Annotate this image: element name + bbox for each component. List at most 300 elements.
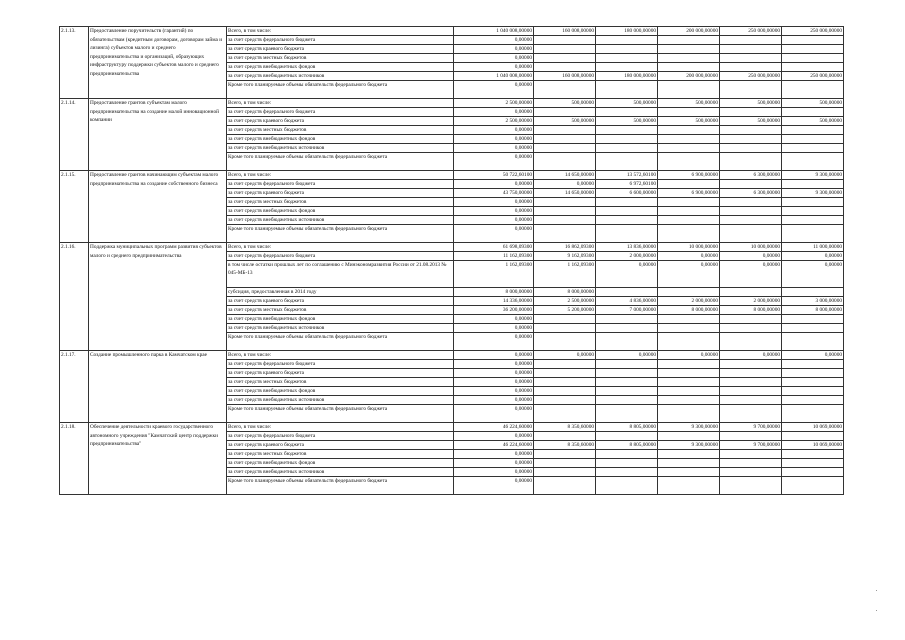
amount-year [534, 333, 596, 351]
funding-source: за счет средств внебюджетных фондов [227, 459, 454, 468]
amount-year [596, 198, 658, 207]
amount-year [782, 333, 844, 351]
amount-year: 6 972,60100 [596, 180, 658, 189]
amount-year [596, 432, 658, 441]
amount-year [534, 144, 596, 153]
funding-source: за счет средств краевого бюджета [227, 441, 454, 450]
amount-total: 1 040 008,00000 [454, 27, 534, 36]
amount-year: 8 000,00000 [534, 288, 596, 297]
table-row [60, 351, 844, 360]
amount-year: 11 000,00000 [782, 243, 844, 252]
amount-year [534, 126, 596, 135]
funding-source: за счет средств местных бюджетов [227, 306, 454, 315]
amount-total: 0,00000 [454, 54, 534, 63]
amount-year [534, 369, 596, 378]
funding-source: за счет средств федерального бюджета [227, 180, 454, 189]
amount-year [596, 126, 658, 135]
amount-year [782, 369, 844, 378]
amount-year: 8 350,60000 [534, 441, 596, 450]
amount-year [596, 144, 658, 153]
amount-year: 160 008,00000 [534, 27, 596, 36]
amount-year [658, 216, 720, 225]
amount-year [658, 63, 720, 72]
amount-year [534, 396, 596, 405]
amount-total: 1 040 008,00000 [454, 72, 534, 81]
amount-year [596, 288, 658, 297]
funding-source: за счет средств внебюджетных фондов [227, 207, 454, 216]
amount-year: 500,00000 [534, 99, 596, 108]
amount-year: 9 300,00000 [782, 171, 844, 180]
amount-year [720, 378, 782, 387]
amount-year [720, 288, 782, 297]
amount-year: 500,00000 [782, 99, 844, 108]
amount-year: 0,00000 [534, 180, 596, 189]
amount-year [658, 45, 720, 54]
amount-year: 4 836,00000 [596, 297, 658, 306]
section-code: 2.1.15. [60, 171, 89, 243]
amount-total: 0,00000 [454, 135, 534, 144]
amount-year: 13 836,00000 [596, 243, 658, 252]
funding-source: Всего, в том числе: [227, 99, 454, 108]
amount-year: 1 162,09300 [534, 261, 596, 288]
amount-year: 200 000,00000 [658, 72, 720, 81]
amount-year [596, 81, 658, 99]
amount-year [782, 477, 844, 495]
amount-total: 46 224,60000 [454, 423, 534, 432]
section-code: 2.1.13. [60, 27, 89, 99]
amount-year [658, 360, 720, 369]
amount-year [596, 468, 658, 477]
amount-total: 0,00000 [454, 108, 534, 117]
amount-year: 9 700,00000 [720, 441, 782, 450]
amount-year: 0,00000 [720, 252, 782, 261]
amount-year [658, 450, 720, 459]
amount-year [782, 225, 844, 243]
amount-year [596, 378, 658, 387]
amount-year [782, 378, 844, 387]
amount-year [596, 36, 658, 45]
amount-year [658, 153, 720, 171]
amount-year: 500,00000 [596, 99, 658, 108]
amount-year [658, 432, 720, 441]
amount-year: 250 000,00000 [720, 72, 782, 81]
funding-source: за счет средств федерального бюджета [227, 360, 454, 369]
amount-year: 7 000,00000 [596, 306, 658, 315]
amount-year [534, 315, 596, 324]
amount-year: 9 300,00000 [658, 423, 720, 432]
amount-year [658, 207, 720, 216]
amount-year [720, 324, 782, 333]
amount-total: 0,00000 [454, 432, 534, 441]
amount-total: 0,00000 [454, 450, 534, 459]
amount-total: 0,00000 [454, 396, 534, 405]
amount-year [720, 333, 782, 351]
amount-year [782, 315, 844, 324]
amount-year: 13 572,60100 [596, 171, 658, 180]
table-row [60, 99, 844, 108]
amount-year [596, 360, 658, 369]
amount-year [782, 63, 844, 72]
amount-year [720, 144, 782, 153]
amount-year [720, 360, 782, 369]
amount-total: 0,00000 [454, 360, 534, 369]
amount-year: 2 500,00000 [534, 297, 596, 306]
funding-source: за счет средств внебюджетных источников [227, 144, 454, 153]
amount-year [720, 207, 782, 216]
amount-year: 500,00000 [658, 99, 720, 108]
amount-year [534, 459, 596, 468]
amount-year [720, 369, 782, 378]
amount-year [596, 153, 658, 171]
amount-year [782, 198, 844, 207]
amount-year: 250 000,00000 [782, 27, 844, 36]
amount-year [596, 63, 658, 72]
amount-year [658, 477, 720, 495]
amount-year [534, 207, 596, 216]
amount-year [782, 108, 844, 117]
amount-total: 0,00000 [454, 315, 534, 324]
section-code: 2.1.17. [60, 351, 89, 423]
amount-total: 1 162,09300 [454, 261, 534, 288]
amount-year: 10 069,00000 [782, 441, 844, 450]
amount-year [534, 477, 596, 495]
funding-source: за счет средств внебюджетных фондов [227, 315, 454, 324]
amount-year: 6 900,00000 [658, 171, 720, 180]
funding-source: Кроме того планируемые объемы обязательств федерального бюджета [227, 225, 454, 243]
funding-source: за счет средств внебюджетных источников [227, 216, 454, 225]
amount-total: 0,00000 [454, 459, 534, 468]
funding-source: в том числе остатки прошлых лет по соглашению с Минэкономразвития России от 21.08.2013 № 045-МБ-13 [227, 261, 454, 288]
amount-year: 6 600,00000 [596, 189, 658, 198]
amount-year [596, 369, 658, 378]
amount-year: 500,00000 [720, 117, 782, 126]
amount-year [720, 108, 782, 117]
funding-source: за счет средств внебюджетных источников [227, 396, 454, 405]
section-name: Предоставление грантов субъектам малого предпринимательства на создание малой инновационной компании [89, 99, 227, 171]
amount-year [720, 396, 782, 405]
amount-year [658, 108, 720, 117]
amount-total: 0,00000 [454, 333, 534, 351]
amount-year [720, 153, 782, 171]
amount-year: 10 000,00000 [720, 243, 782, 252]
amount-year [658, 396, 720, 405]
amount-year [720, 54, 782, 63]
amount-year [720, 45, 782, 54]
amount-total: 0,00000 [454, 36, 534, 45]
section-name: Поддержка муниципальных программ развития субъектов малого и среднего предпринимательства [89, 243, 227, 351]
amount-total: 0,00000 [454, 144, 534, 153]
funding-source: за счет средств внебюджетных фондов [227, 387, 454, 396]
funding-source: за счет средств краевого бюджета [227, 297, 454, 306]
funding-source: за счет средств внебюджетных источников [227, 324, 454, 333]
amount-year [534, 450, 596, 459]
amount-year: 0,00000 [658, 261, 720, 288]
amount-total: 0,00000 [454, 387, 534, 396]
amount-total: 0,00000 [454, 216, 534, 225]
amount-year: 0,00000 [596, 351, 658, 360]
funding-source: Кроме того планируемые объемы обязательств федерального бюджета [227, 477, 454, 495]
amount-year [720, 315, 782, 324]
funding-source: за счет средств внебюджетных фондов [227, 63, 454, 72]
amount-year [534, 54, 596, 63]
amount-year: 9 162,09300 [534, 252, 596, 261]
amount-year: 10 000,00000 [658, 243, 720, 252]
funding-source: за счет средств местных бюджетов [227, 126, 454, 135]
amount-year: 14 650,00000 [534, 171, 596, 180]
amount-total: 8 000,00000 [454, 288, 534, 297]
amount-year [782, 468, 844, 477]
amount-total: 43 750,00000 [454, 189, 534, 198]
amount-year: 14 650,00000 [534, 189, 596, 198]
amount-year [658, 288, 720, 297]
funding-source: Всего, в том числе: [227, 27, 454, 36]
amount-year [534, 81, 596, 99]
amount-year [658, 405, 720, 423]
amount-year [596, 333, 658, 351]
amount-year [658, 54, 720, 63]
amount-year [534, 378, 596, 387]
funding-source: Кроме того планируемые объемы обязательств федерального бюджета [227, 153, 454, 171]
funding-source: за счет средств краевого бюджета [227, 369, 454, 378]
amount-year: 9 700,00000 [720, 423, 782, 432]
amount-year [782, 324, 844, 333]
amount-year [782, 81, 844, 99]
amount-year [782, 288, 844, 297]
amount-year [596, 135, 658, 144]
amount-total: 0,00000 [454, 351, 534, 360]
amount-year [534, 387, 596, 396]
table-row [60, 243, 844, 252]
amount-year [596, 450, 658, 459]
amount-year [720, 225, 782, 243]
amount-total: 0,00000 [454, 369, 534, 378]
amount-year [658, 324, 720, 333]
amount-total: 11 162,09300 [454, 252, 534, 261]
amount-total: 2 500,00000 [454, 99, 534, 108]
amount-year: 6 300,00000 [720, 189, 782, 198]
amount-year: 6 300,00000 [720, 171, 782, 180]
amount-year: 2 000,00000 [658, 297, 720, 306]
funding-source: за счет средств местных бюджетов [227, 450, 454, 459]
amount-year [658, 225, 720, 243]
amount-year [534, 360, 596, 369]
amount-year [720, 81, 782, 99]
funding-source: за счет средств краевого бюджета [227, 45, 454, 54]
section-name: Предоставление поручительств (гарантий) по обязательствам (кредитным договорам, договорам займа и лизинга) субъектов малого и среднего предпринимательства и организаций, образующих инфраструктуру поддержки субъектов малого и среднего предпринимательства [89, 27, 227, 99]
amount-year [720, 450, 782, 459]
amount-total: 0,00000 [454, 324, 534, 333]
amount-year [596, 216, 658, 225]
amount-year [658, 180, 720, 189]
budget-table [59, 26, 844, 495]
amount-total: 61 698,09300 [454, 243, 534, 252]
amount-year: 500,00000 [720, 99, 782, 108]
amount-year: 500,00000 [534, 117, 596, 126]
amount-total: 14 336,00000 [454, 297, 534, 306]
amount-year: 8 805,00000 [596, 423, 658, 432]
amount-year [720, 36, 782, 45]
amount-total: 0,00000 [454, 477, 534, 495]
amount-total: 0,00000 [454, 45, 534, 54]
amount-year [720, 459, 782, 468]
amount-year [596, 315, 658, 324]
amount-year [534, 468, 596, 477]
funding-source: за счет средств федерального бюджета [227, 36, 454, 45]
amount-year [720, 135, 782, 144]
amount-year [720, 180, 782, 189]
amount-year [782, 405, 844, 423]
funding-source: Всего, в том числе: [227, 351, 454, 360]
amount-year [534, 63, 596, 72]
amount-year: 5 200,00000 [534, 306, 596, 315]
amount-year: 0,00000 [534, 351, 596, 360]
amount-year [782, 36, 844, 45]
amount-year [658, 36, 720, 45]
section-name: Предоставление грантов начинающим субъектам малого предпринимательства на создание собственного бизнеса [89, 171, 227, 243]
amount-year: 0,00000 [658, 351, 720, 360]
amount-year [782, 153, 844, 171]
amount-year [782, 396, 844, 405]
amount-year: 0,00000 [658, 252, 720, 261]
amount-year [534, 324, 596, 333]
amount-year [720, 468, 782, 477]
amount-year: 200 000,00000 [658, 27, 720, 36]
table-row [60, 27, 844, 36]
funding-source: за счет средств федерального бюджета [227, 432, 454, 441]
amount-year [720, 477, 782, 495]
amount-year [658, 369, 720, 378]
amount-total: 0,00000 [454, 378, 534, 387]
amount-year [534, 405, 596, 423]
amount-year: 0,00000 [720, 351, 782, 360]
amount-year [720, 198, 782, 207]
amount-total: 50 722,60100 [454, 171, 534, 180]
funding-source: за счет средств краевого бюджета [227, 189, 454, 198]
amount-year: 160 008,00000 [534, 72, 596, 81]
amount-year [534, 198, 596, 207]
amount-total: 36 200,00000 [454, 306, 534, 315]
amount-year [782, 450, 844, 459]
amount-total: 0,00000 [454, 225, 534, 243]
amount-year: 500,00000 [782, 117, 844, 126]
amount-total: 0,00000 [454, 180, 534, 189]
amount-year [658, 378, 720, 387]
section-name: Обеспечение деятельности краевого государственного автономного учреждения "Камчатский центр поддержки предпринимательства" [89, 423, 227, 495]
amount-year [658, 126, 720, 135]
amount-year [782, 144, 844, 153]
amount-year [596, 405, 658, 423]
funding-source: Всего, в том числе: [227, 423, 454, 432]
scan-speck [876, 610, 877, 611]
amount-year [658, 81, 720, 99]
amount-year [658, 333, 720, 351]
amount-year: 180 000,00000 [596, 27, 658, 36]
amount-year [658, 468, 720, 477]
amount-year: 2 000,00000 [596, 252, 658, 261]
amount-year [534, 108, 596, 117]
funding-source: за счет средств местных бюджетов [227, 378, 454, 387]
amount-year [658, 135, 720, 144]
amount-total: 0,00000 [454, 405, 534, 423]
amount-year [534, 135, 596, 144]
amount-year [534, 225, 596, 243]
amount-year: 8 805,00000 [596, 441, 658, 450]
amount-total: 2 500,00000 [454, 117, 534, 126]
amount-year [720, 432, 782, 441]
amount-year [658, 387, 720, 396]
funding-source: Кроме того планируемые объемы обязательств федерального бюджета [227, 405, 454, 423]
section-code: 2.1.14. [60, 99, 89, 171]
amount-year [534, 153, 596, 171]
funding-source: Кроме того планируемые объемы обязательств федерального бюджета [227, 81, 454, 99]
amount-year [596, 225, 658, 243]
funding-source: Кроме того планируемые объемы обязательств федерального бюджета [227, 333, 454, 351]
amount-year [596, 459, 658, 468]
amount-year [782, 135, 844, 144]
amount-year: 3 000,00000 [782, 297, 844, 306]
amount-total: 0,00000 [454, 63, 534, 72]
funding-source: Всего, в том числе: [227, 243, 454, 252]
amount-year [658, 144, 720, 153]
funding-source: за счет средств федерального бюджета [227, 252, 454, 261]
amount-year [596, 396, 658, 405]
amount-year [596, 207, 658, 216]
amount-year [658, 315, 720, 324]
amount-year [720, 63, 782, 72]
amount-year: 250 000,00000 [782, 72, 844, 81]
amount-total: 0,00000 [454, 153, 534, 171]
section-code: 2.1.18. [60, 423, 89, 495]
amount-year: 10 069,00000 [782, 423, 844, 432]
amount-year [782, 216, 844, 225]
amount-year [596, 387, 658, 396]
amount-year [720, 126, 782, 135]
amount-total: 46 224,60000 [454, 441, 534, 450]
amount-year [534, 432, 596, 441]
amount-year: 250 000,00000 [720, 27, 782, 36]
amount-year [720, 405, 782, 423]
amount-year: 2 000,00000 [720, 297, 782, 306]
amount-year: 500,00000 [658, 117, 720, 126]
amount-year: 8 000,00000 [720, 306, 782, 315]
scan-speck [876, 590, 877, 591]
amount-total: 0,00000 [454, 198, 534, 207]
amount-year: 8 350,60000 [534, 423, 596, 432]
amount-year: 0,00000 [720, 261, 782, 288]
amount-year [782, 360, 844, 369]
section-code: 2.1.16. [60, 243, 89, 351]
amount-year [534, 36, 596, 45]
amount-year: 180 000,00000 [596, 72, 658, 81]
amount-year [534, 216, 596, 225]
amount-year [782, 207, 844, 216]
amount-year [534, 45, 596, 54]
section-name: Создание промышленного парка в Камчатском крае [89, 351, 227, 423]
funding-source: за счет средств внебюджетных источников [227, 468, 454, 477]
amount-year [720, 216, 782, 225]
amount-total: 0,00000 [454, 207, 534, 216]
funding-source: за счет средств краевого бюджета [227, 117, 454, 126]
amount-year [596, 324, 658, 333]
amount-year: 0,00000 [782, 252, 844, 261]
amount-year: 9 300,00000 [658, 441, 720, 450]
amount-year: 0,00000 [782, 261, 844, 288]
funding-source: за счет средств внебюджетных источников [227, 72, 454, 81]
amount-year [596, 477, 658, 495]
amount-year [596, 54, 658, 63]
amount-year: 500,00000 [596, 117, 658, 126]
amount-year [782, 432, 844, 441]
